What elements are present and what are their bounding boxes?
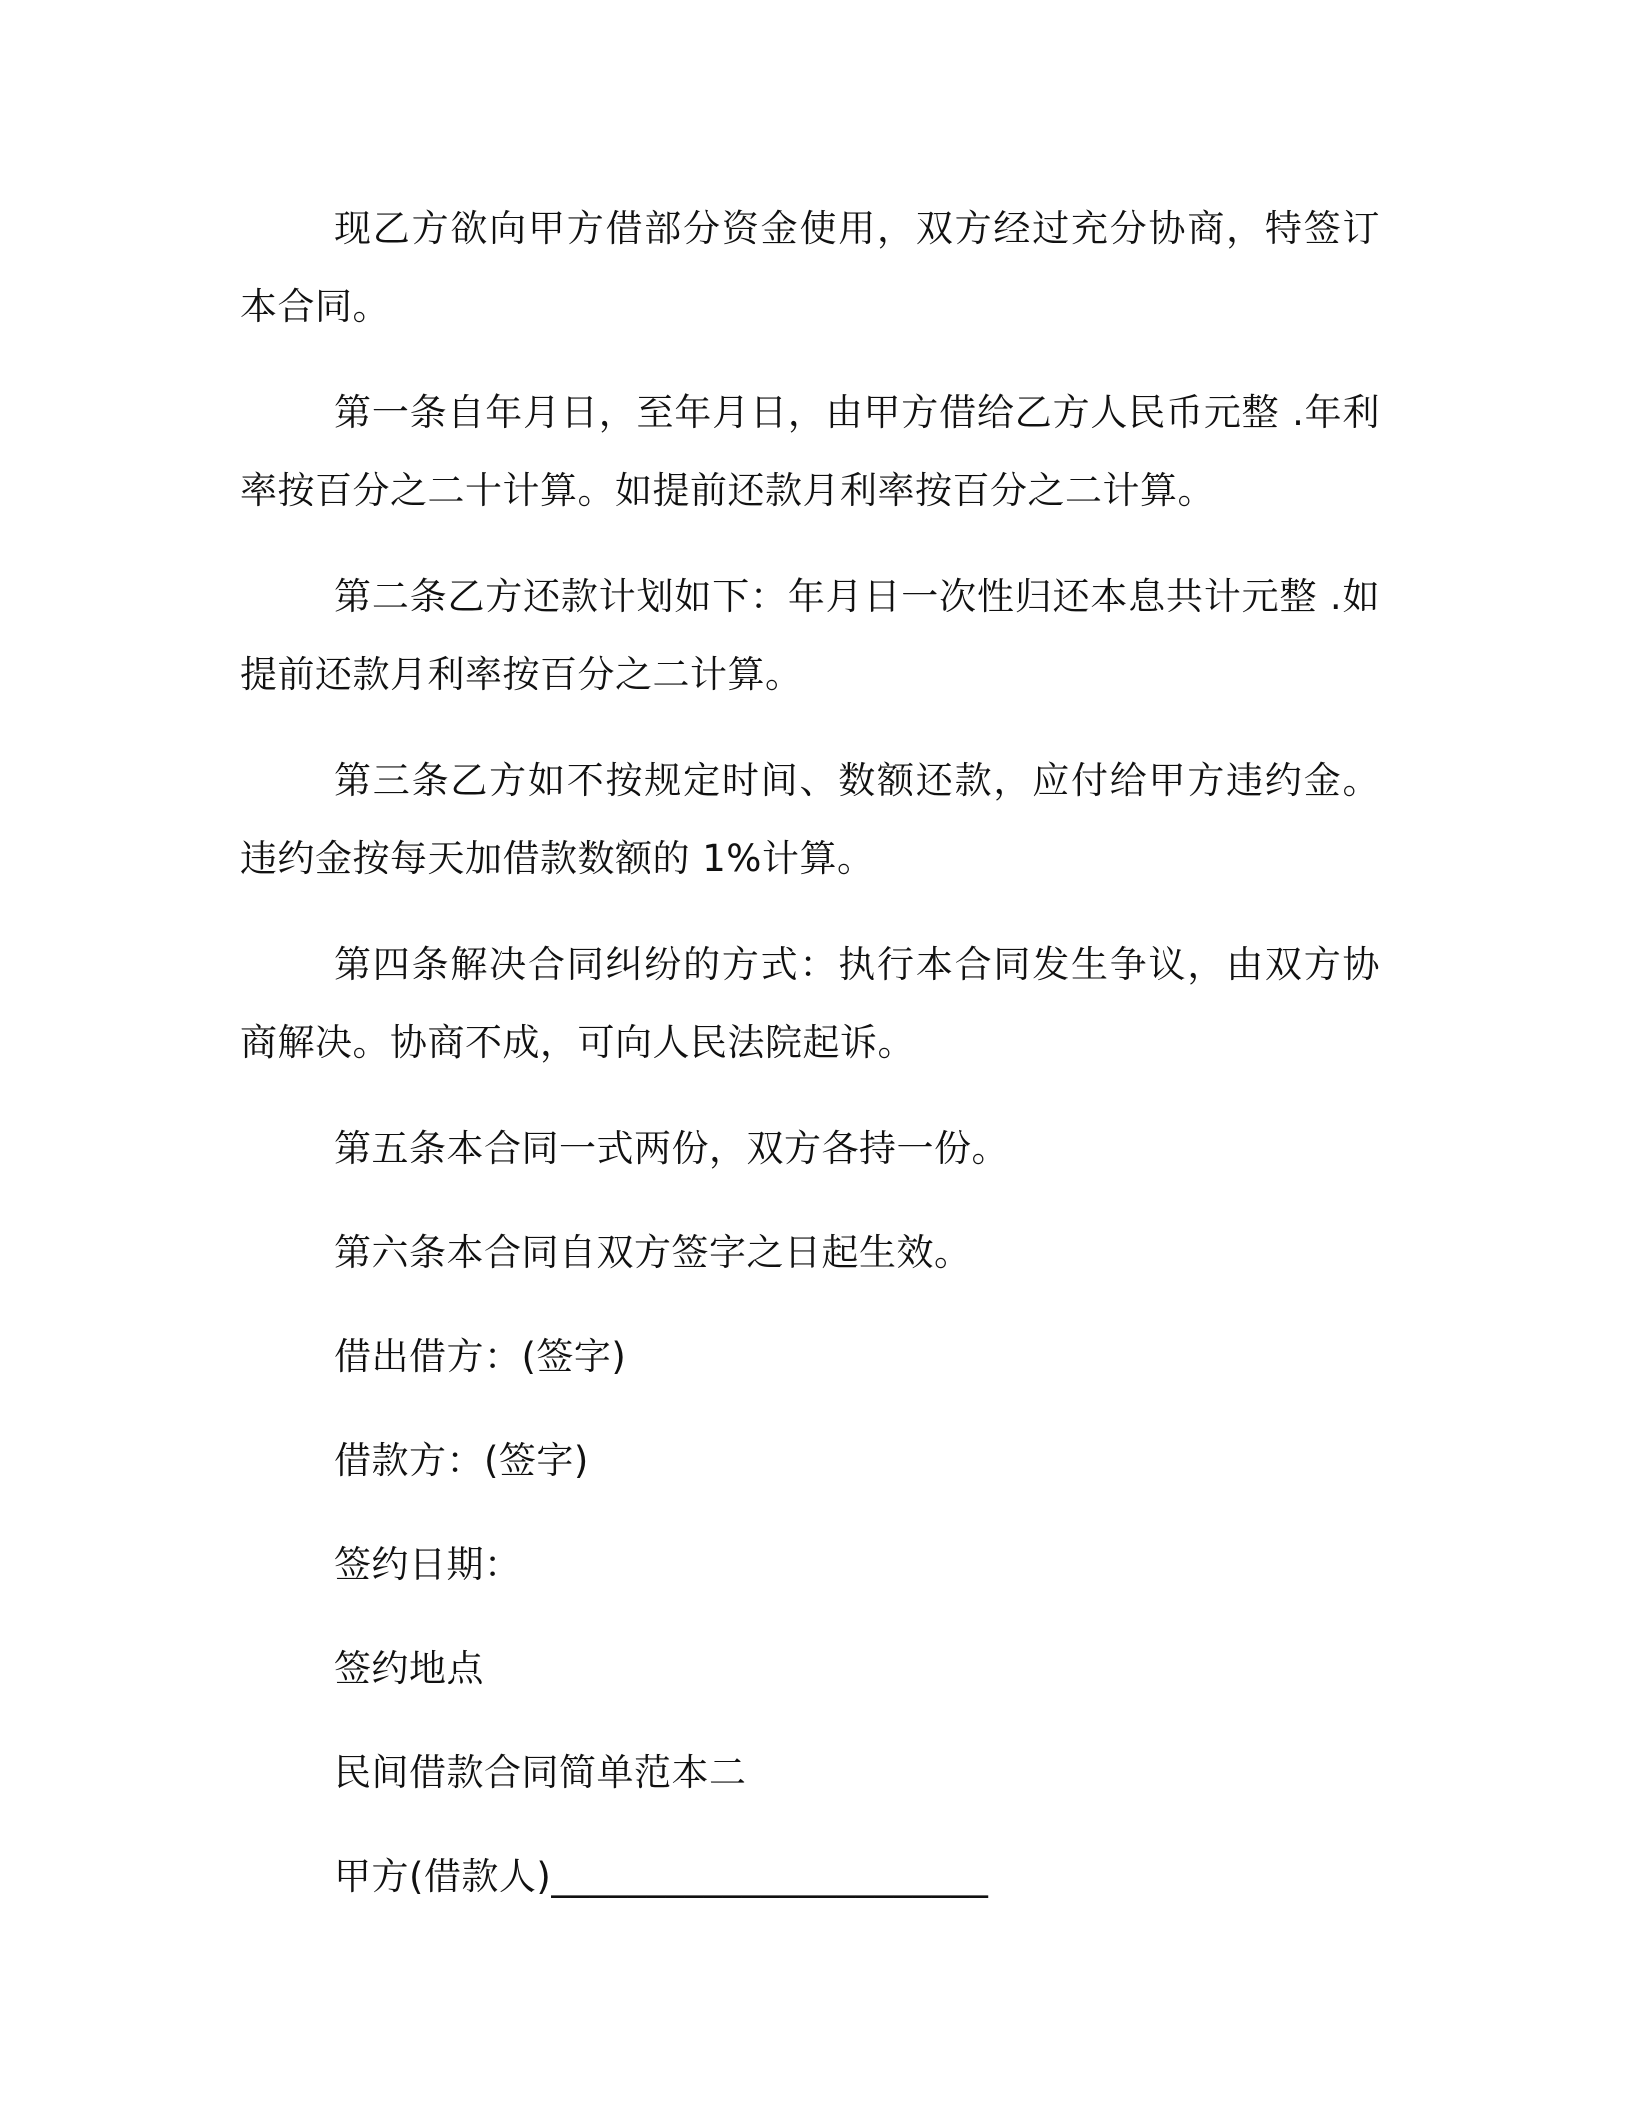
- paragraph-article-3: 第三条乙方如不按规定时间、数额还款，应付给甲方违约金。违约金按每天加借款数额的 1%计算。: [240, 759, 1380, 880]
- paragraph-article-1: 第一条自年月日，至年月日，由甲方借给乙方人民币元整 .年利率按百分之二十计算。如提前还款月利率按百分之二计算。: [240, 391, 1380, 512]
- party-a-line: 甲方(借款人)_______________________: [334, 1855, 989, 1898]
- paragraph-article-4: 第四条解决合同纠纷的方式：执行本合同发生争议，由双方协商解决。协商不成，可向人民法院起诉。: [240, 943, 1380, 1064]
- paragraph-article-2: 第二条乙方还款计划如下：年月日一次性归还本息共计元整 .如提前还款月利率按百分之二计算。: [240, 575, 1380, 696]
- borrower-signature-line: 借款方：(签字): [334, 1439, 589, 1482]
- paragraph-intro: 现乙方欲向甲方借部分资金使用，双方经过充分协商，特签订本合同。: [240, 207, 1380, 328]
- signing-date-line: 签约日期：: [334, 1543, 522, 1586]
- lender-signature-line: 借出借方：(签字): [334, 1335, 627, 1378]
- paragraph-article-6: 第六条本合同自双方签字之日起生效。: [334, 1231, 972, 1274]
- paragraph-article-5: 第五条本合同一式两份，双方各持一份。: [334, 1127, 1009, 1170]
- document-body: [240, 190, 1380, 1942]
- section-heading: 民间借款合同简单范本二: [334, 1751, 747, 1794]
- signing-place-line: 签约地点: [334, 1647, 484, 1690]
